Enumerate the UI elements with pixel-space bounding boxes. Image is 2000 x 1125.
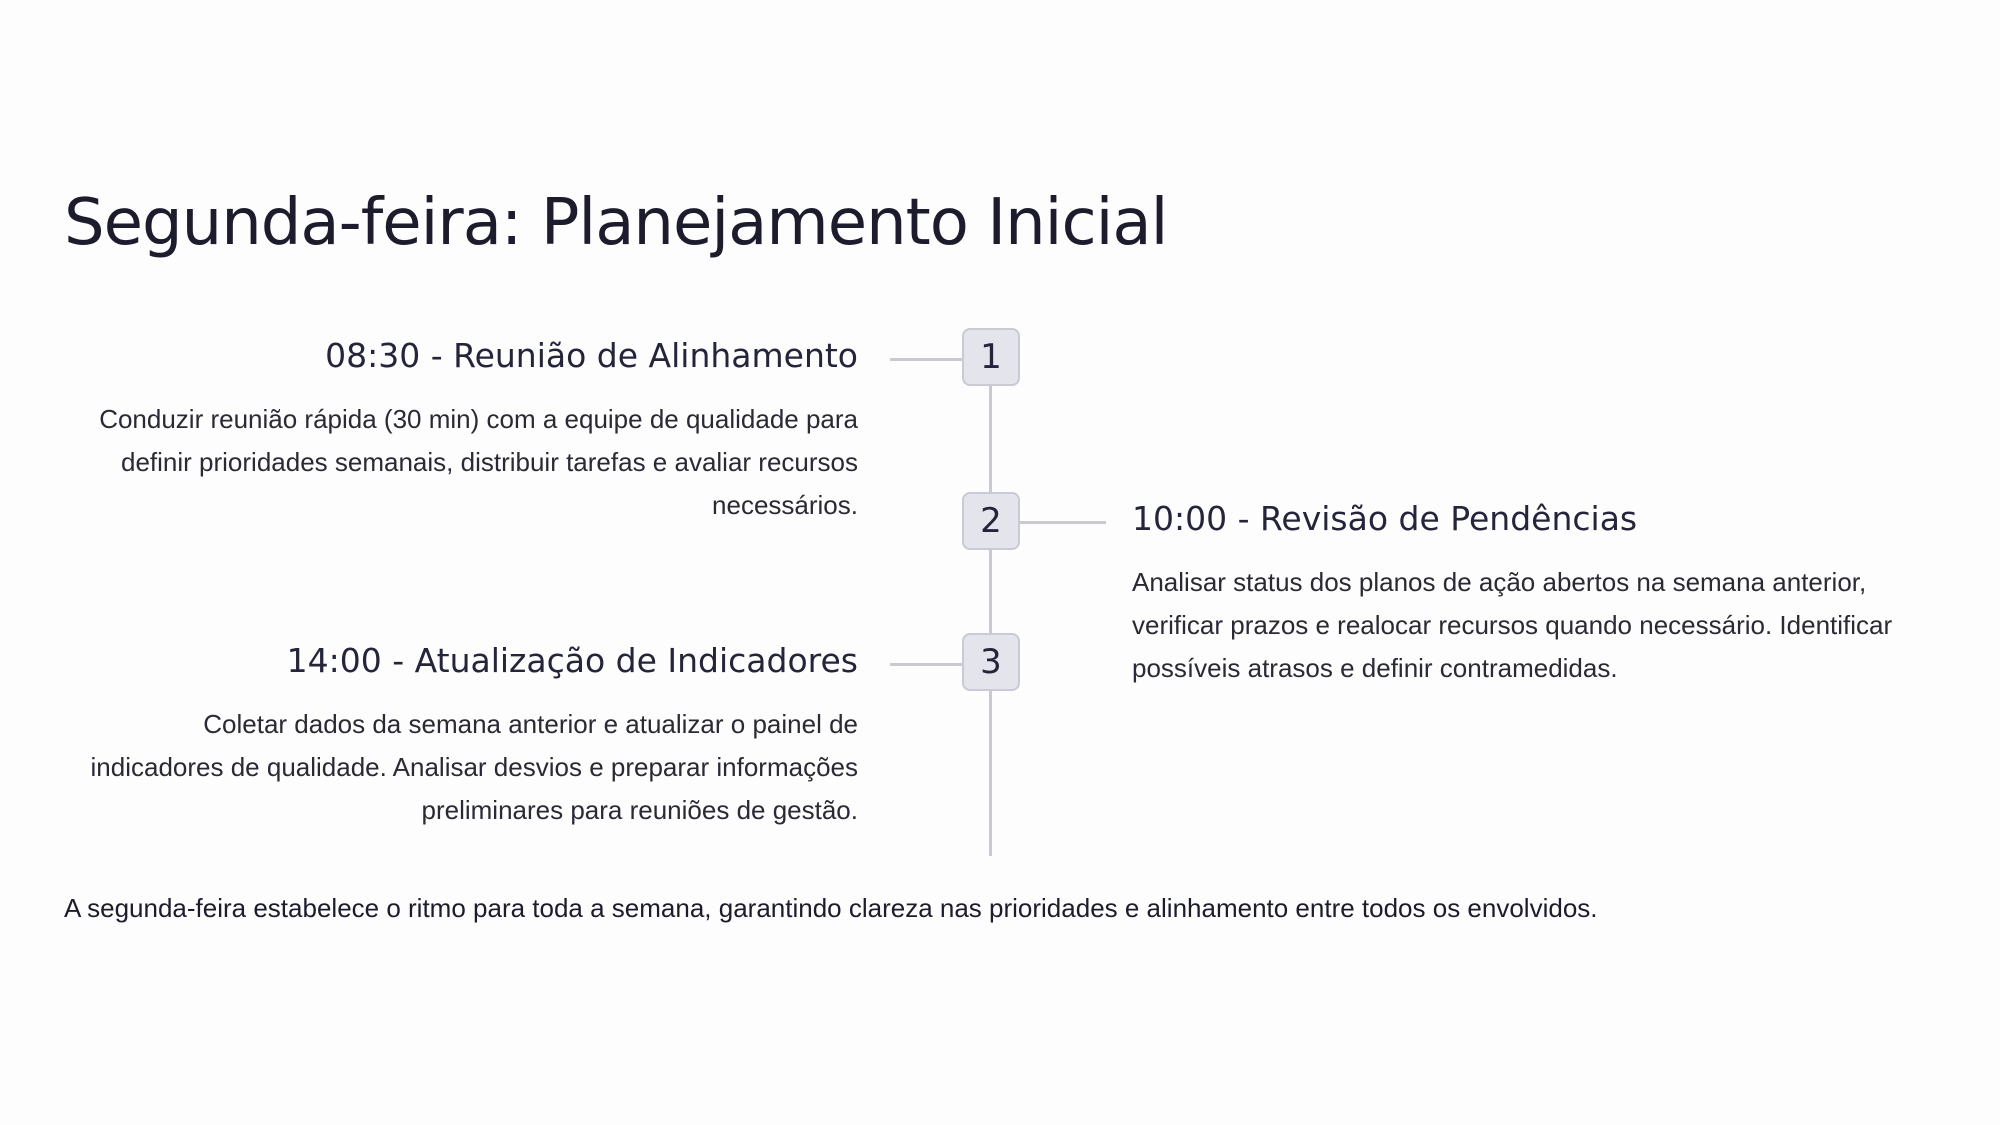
page-title: Segunda-feira: Planejamento Inicial	[64, 186, 1168, 260]
summary-text: A segunda-feira estabelece o ritmo para toda a semana, garantindo clareza nas prioridades e alinhamento entre todos os envolvidos.	[64, 893, 1598, 923]
timeline-item-description: Conduzir reunião rápida (30 min) com a equipe de qualidade para definir prioridades semanais, distribuir tarefas e avaliar recursos necessários.	[99, 403, 858, 520]
timeline-item-1	[68, 336, 858, 527]
timeline-line	[989, 356, 992, 856]
timeline-item-title: 08:30 - Reunião de Alinhamento	[325, 336, 858, 375]
timeline-item-description: Analisar status dos planos de ação abertos na semana anterior, verificar prazos e realocar recursos quando necessário. Identificar possíveis atrasos e definir contramedidas.	[1132, 566, 1893, 683]
step-badge-2: 2	[962, 492, 1020, 550]
timeline-item-description: Coletar dados da semana anterior e atualizar o painel de indicadores de qualidade. Analisar desvios e preparar informações preliminares para reuniões de gestão.	[90, 708, 858, 825]
step-badge-3: 3	[962, 633, 1020, 691]
timeline-item-2	[1132, 499, 1922, 690]
timeline-item-3	[68, 641, 858, 832]
timeline-item-title: 10:00 - Revisão de Pendências	[1132, 499, 1638, 538]
timeline-item-title: 14:00 - Atualização de Indicadores	[286, 641, 858, 680]
step-badge-1: 1	[962, 328, 1020, 386]
